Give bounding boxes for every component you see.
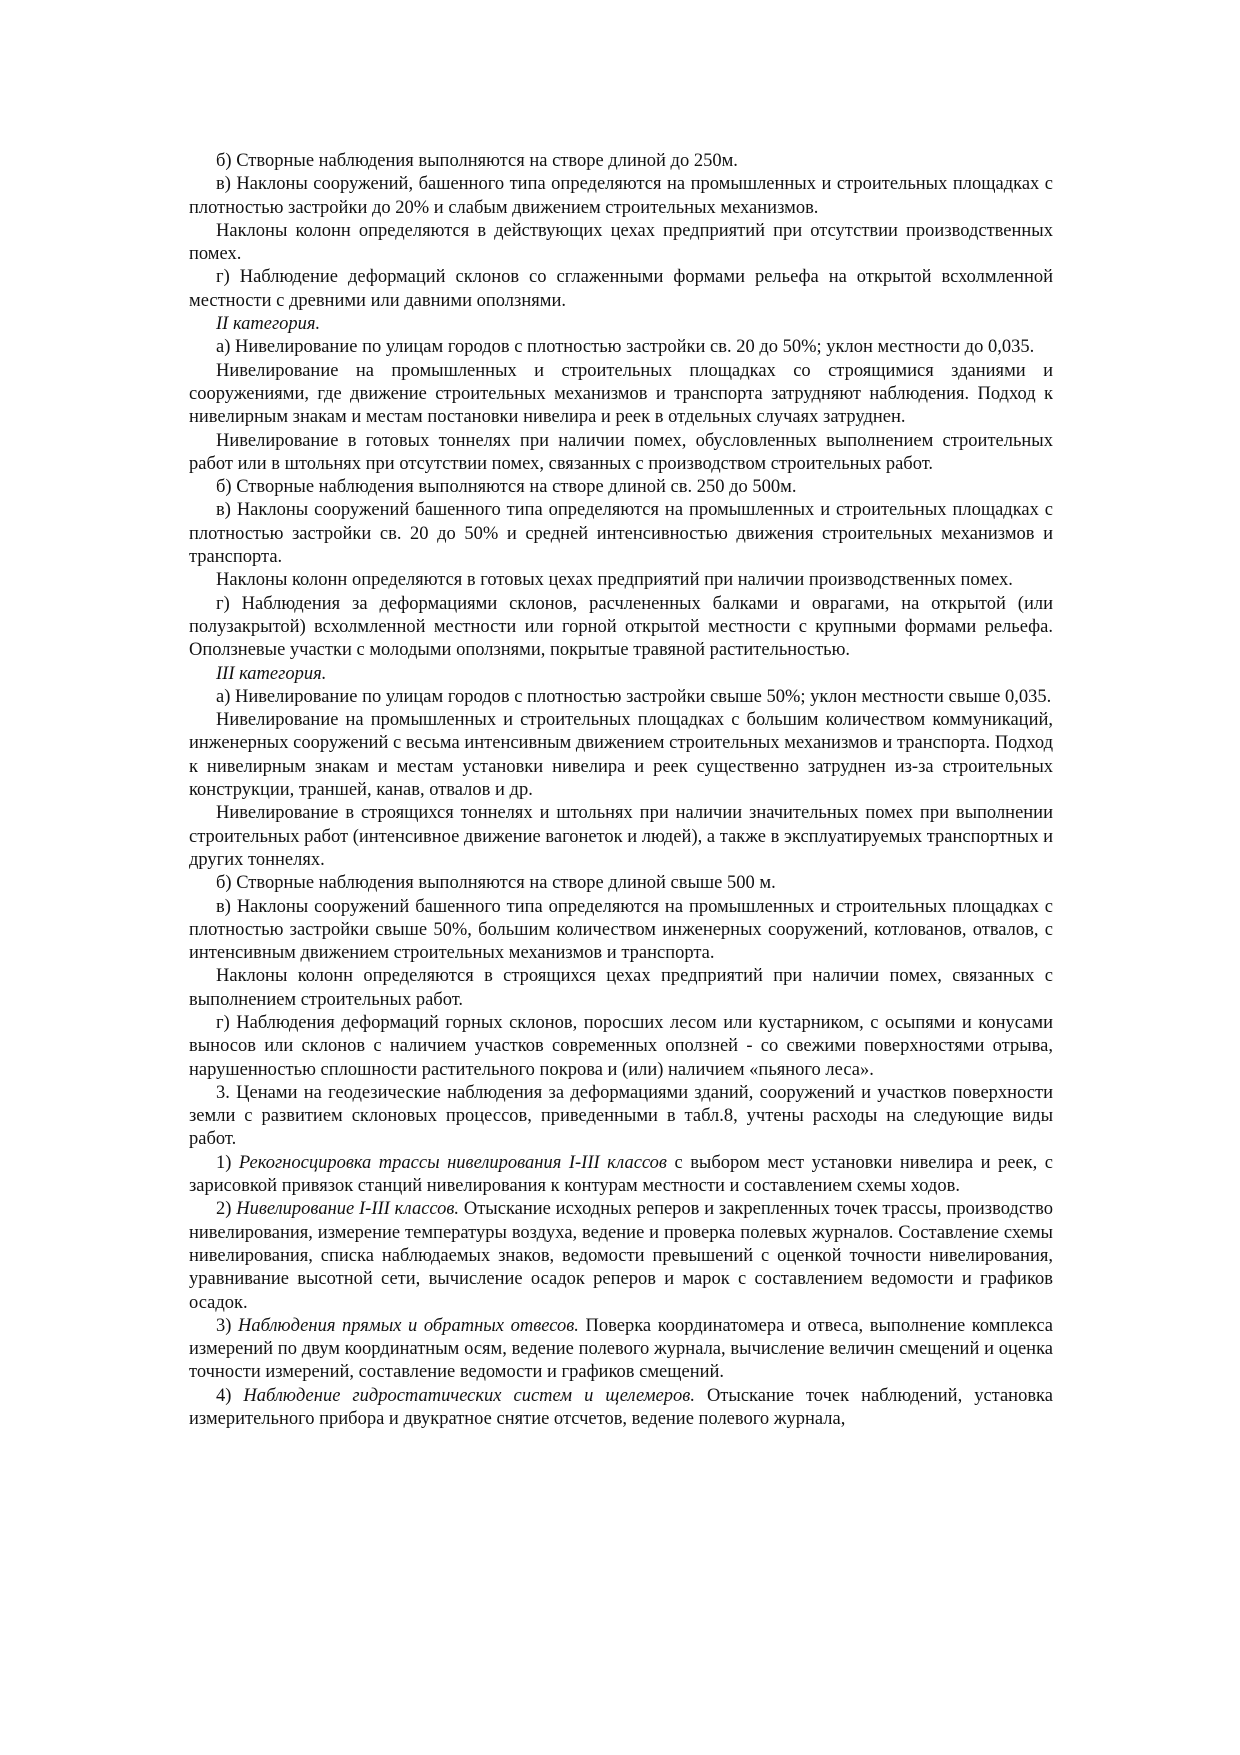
paragraph: б) Створные наблюдения выполняются на створе длиной до 250м. bbox=[216, 151, 738, 171]
item-text: Отыскание исходных реперов и закрепленных точек трассы, производство нивелирования, измерение температуры воздуха, ведение и проверка полевых журналов. Составление схемы нивелирования, списка наблюдаемых знаков, ведомости превышений с оценкой точности нивелирования, уравнивание высотной сети, вычисление осадок реперов и марок с составлением ведомости и графиков осадок. bbox=[189, 1199, 1053, 1313]
item-number: 2) bbox=[216, 1199, 237, 1220]
item-text: с выбором мест установки нивелира и реек, с зарисовкой привязок станций нивелирования к контурам местности и составлением схемы ходов. bbox=[189, 1152, 1053, 1197]
paragraph: в) Наклоны сооружений, башенного типа определяются на промышленных и строительных площадках с плотностью застройки до 20% и слабым движением строительных механизмов. bbox=[189, 174, 1053, 218]
work-item-paragraph bbox=[189, 1152, 1053, 1199]
paragraph: в) Наклоны сооружений башенного типа определяются на промышленных и строительных площадках с плотностью застройки свыше 50%, большим количеством инженерных сооружений, котлованов, отвалов, с интенсивным движением строительных механизмов и транспорта. bbox=[189, 896, 1053, 964]
paragraph: г) Наблюдения за деформациями склонов, расчлененных балками и оврагами, на открытой (или полузакрытой) всхолмленной местности или горной открытой местности с крупными формами рельефа. Оползневые участки с молодыми оползнями, покрытые травяной растительностью. bbox=[189, 593, 1053, 661]
paragraph: б) Створные наблюдения выполняются на створе длиной св. 250 до 500м. bbox=[216, 477, 797, 498]
paragraph: 3. Ценами на геодезические наблюдения за деформациями зданий, сооружений и участков поверхности земли с развитием склоновых процессов, приведенными в табл.8, учтены расходы на следующие виды работ. bbox=[189, 1082, 1053, 1150]
item-number: 1) bbox=[216, 1152, 239, 1173]
item-title: Наблюдения прямых и обратных отвесов. bbox=[238, 1315, 579, 1336]
document-page bbox=[189, 150, 1053, 1431]
item-title: Наблюдение гидростатических систем и щелемеров. bbox=[243, 1385, 695, 1406]
category-heading: III категория. bbox=[216, 663, 327, 684]
paragraph: Нивелирование на промышленных и строительных площадках со строящимися зданиями и сооружениями, где движение строительных механизмов и транспорта затрудняют наблюдения. Подход к нивелирным знакам и местам постановки нивелира и реек в отдельных случаях затруднен. bbox=[189, 360, 1053, 428]
item-title: Рекогносцировка трассы нивелирования I-III классов bbox=[238, 1152, 667, 1173]
work-item-paragraph bbox=[189, 1315, 1053, 1385]
item-text: Поверка координатомера и отвеса, выполнение комплекса измерений по двум координатным осям, ведение полевого журнала, вычисление величин смещений и оценка точности измерений, составление ведомости и графиков смещений. bbox=[189, 1315, 1053, 1383]
item-title: Нивелирование I-III классов. bbox=[236, 1199, 460, 1220]
work-item-paragraph bbox=[189, 1198, 1053, 1314]
work-item-paragraph bbox=[189, 1385, 1053, 1432]
item-text: Отыскание точек наблюдений, установка измерительного прибора и двукратное снятие отсчетов, ведение полевого журнала, bbox=[189, 1385, 1053, 1430]
paragraph: Нивелирование в строящихся тоннелях и штольнях при наличии значительных помех при выполнении строительных работ (интенсивное движение вагонеток и людей), а также в эксплуатируемых транспортных и других тоннелях. bbox=[189, 803, 1053, 870]
paragraph: Наклоны колонн определяются в действующих цехах предприятий при отсутствии производственных помех. bbox=[189, 220, 1053, 265]
category-heading: II категория. bbox=[216, 314, 321, 335]
paragraph: а) Нивелирование по улицам городов с плотностью застройки свыше 50%; уклон местности свыше 0,035. bbox=[216, 686, 1052, 707]
paragraph: г) Наблюдения деформаций горных склонов, поросших лесом или кустарником, с осыпями и конусами выносов или склонов с наличием участков современных оползней - со свежими поверхностями отрыва, нарушенностью сплошности растительного покрова и (или) наличием «пьяного леса». bbox=[189, 1012, 1053, 1080]
paragraph: Наклоны колонн определяются в строящихся цехах предприятий при наличии помех, связанных с выполнением строительных работ. bbox=[189, 966, 1053, 1010]
paragraph: Нивелирование на промышленных и строительных площадках с большим количеством коммуникаций, инженерных сооружений с весьма интенсивным движением строительных механизмов и транспорта. Подход к нивелирным знакам и местам установки нивелира и реек существенно затруднен из-за строительных конструкции, траншей, канав, отвалов и др. bbox=[189, 710, 1053, 801]
paragraph: в) Наклоны сооружений башенного типа определяются на промышленных и строительных площадках с плотностью застройки св. 20 до 50% и средней интенсивностью движения строительных механизмов и транспорта. bbox=[189, 500, 1053, 568]
paragraph: б) Створные наблюдения выполняются на створе длиной свыше 500 м. bbox=[216, 873, 776, 894]
item-number: 4) bbox=[216, 1385, 244, 1406]
paragraph: Нивелирование в готовых тоннелях при наличии помех, обусловленных выполнением строительных работ или в штольнях при отсутствии помех, связанных с производством строительных работ. bbox=[189, 430, 1053, 474]
item-number: 3) bbox=[216, 1315, 239, 1336]
paragraph: г) Наблюдение деформаций склонов со сглаженными формами рельефа на открытой всхолмленной местности с древними или давними оползнями. bbox=[189, 267, 1053, 311]
paragraph: Наклоны колонн определяются в готовых цехах предприятий при наличии производственных помех. bbox=[216, 570, 1013, 591]
paragraph: а) Нивелирование по улицам городов с плотностью застройки св. 20 до 50%; уклон местности до 0,035. bbox=[216, 337, 1035, 358]
